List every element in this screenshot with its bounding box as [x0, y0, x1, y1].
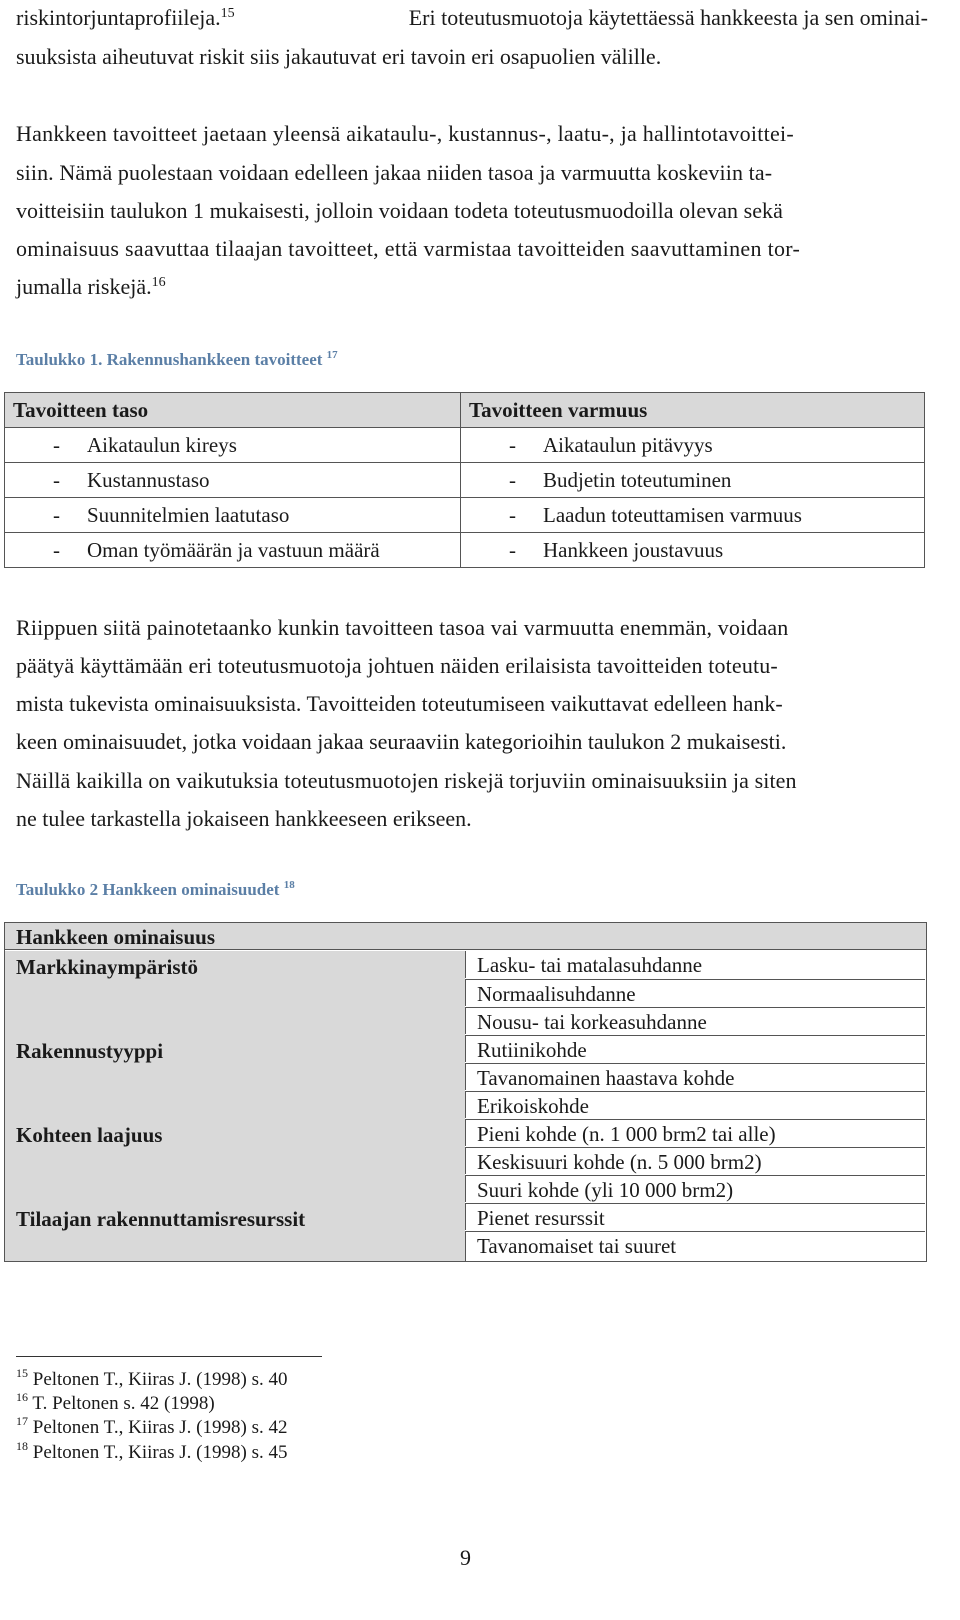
category-label: Markkinaympäristö [16, 955, 199, 979]
paragraph-2-line-1: Hankkeen tavoitteet jaetaan yleensä aikataulu-, kustannus-, laatu-, ja hallintotavoittei- [16, 121, 794, 146]
table-cell: Lasku- tai matalasuhdanne [465, 951, 925, 978]
table-cell: - Hankkeen joustavuus [461, 533, 925, 568]
category-label: Rakennustyyppi [16, 1039, 164, 1063]
table-cell: - Oman työmäärän ja vastuun määrä [5, 533, 461, 568]
table-cell: Tavanomaiset tai suuret [465, 1231, 925, 1261]
table-cell: - Aikataulun kireys [5, 428, 461, 463]
table-header-cell: Tavoitteen varmuus [461, 393, 925, 428]
table-cell: Suuri kohde (yli 10 000 brm2) [465, 1175, 925, 1202]
category-label: Tilaajan rakennuttamisresurssit [16, 1207, 306, 1231]
paragraph-3-line-4: keen ominaisuudet, jotka voidaan jakaa seuraaviin kategorioihin taulukon 2 mukaisesti. [16, 729, 787, 754]
table-row [5, 463, 925, 498]
table-cell: Nousu- tai korkeasuhdanne [465, 1007, 925, 1034]
footnote-ref: 15 [220, 6, 235, 21]
table-cell: Rutiinikohde [465, 1035, 925, 1062]
page-number: 9 [460, 1545, 471, 1570]
paragraph-3-line-1: Riippuen siitä painotetaanko kunkin tavoitteen tasoa vai varmuutta enemmän, voidaan [16, 615, 789, 640]
paragraph-3-line-5: Näillä kaikilla on vaikutuksia toteutusmuotojen riskejä torjuviin ominaisuuksiin ja siten [16, 768, 797, 793]
table-2-caption: Taulukko 2 Hankkeen ominaisuudet $^{18}$ [16, 879, 295, 899]
paragraph-3-line-2: päätyä käyttämään eri toteutusmuotoja johtuen näiden erilaisista tavoitteiden toteutu- [16, 653, 778, 678]
footnote: $^{18}$ Peltonen T., Kiiras J. (1998) s. 45 [16, 1439, 288, 1463]
table-header-cell: Hankkeen ominaisuus [5, 923, 926, 950]
table-cell: Tavanomainen haastava kohde [465, 1063, 925, 1090]
paragraph-3-line-6: ne tulee tarkastella jokaiseen hankkeeseen erikseen. [16, 806, 472, 831]
footnote-divider [16, 1356, 322, 1357]
category-label: Kohteen laajuus [16, 1123, 163, 1147]
table-cell: Normaalisuhdanne [465, 979, 925, 1006]
paragraph-1-line-2: suuksista aiheutuvat riskit siis jakautuvat eri tavoin eri osapuolien välille. [16, 44, 662, 69]
table-cell: Pieni kohde (n. 1 000 brm2 tai alle) [465, 1119, 925, 1146]
footnote: $^{15}$ Peltonen T., Kiiras J. (1998) s. 40 [16, 1366, 288, 1390]
table-cell: - Aikataulun pitävyys [461, 428, 925, 463]
paragraph-3-line-3: mista tukevista ominaisuuksista. Tavoitteiden toteutumiseen vaikuttavat edelleen hank- [16, 691, 783, 716]
table-row [5, 533, 925, 568]
paragraph-2-line-2: siin. Nämä puolestaan voidaan edelleen jakaa niiden tasoa ja varmuutta koskeviin ta- [16, 160, 773, 185]
table-cell: - Laadun toteuttamisen varmuus [461, 498, 925, 533]
table-2 [4, 922, 927, 1262]
table-1 [4, 392, 925, 568]
footnote-ref: 16 [151, 275, 166, 290]
footnote: $^{17}$ Peltonen T., Kiiras J. (1998) s. 42 [16, 1414, 288, 1438]
table-row [5, 428, 925, 463]
table-header-cell: Tavoitteen taso [5, 393, 461, 428]
paragraph-2-line-4: ominaisuus saavuttaa tilaajan tavoitteet, että varmistaa tavoitteiden saavuttaminen tor- [16, 236, 801, 261]
footnote: $^{16}$ T. Peltonen s. 42 (1998) [16, 1390, 215, 1414]
paragraph-2-line-5: jumalla riskejä.$^{16}$ [16, 274, 166, 299]
table-row [5, 498, 925, 533]
table-cell: Erikoiskohde [465, 1091, 925, 1118]
table-2-category-column [5, 951, 465, 1261]
table-header-row [5, 393, 925, 428]
table-cell: - Kustannustaso [5, 463, 461, 498]
table-1-caption: Taulukko 1. Rakennushankkeen tavoitteet $^{17}$ [16, 349, 338, 369]
table-cell: Pienet resurssit [465, 1203, 925, 1230]
paragraph-2-line-3: voitteisiin taulukon 1 mukaisesti, jolloin voidaan todeta toteutusmuodoilla olevan sekä [16, 198, 783, 223]
table-cell: - Suunnitelmien laatutaso [5, 498, 461, 533]
paragraph-1-line-1: riskintorjuntaprofiileja.$^{15}$ Eri toteutusmuotoja käytettäessä hankkeesta ja sen ominai- [16, 5, 928, 30]
table-cell: Keskisuuri kohde (n. 5 000 brm2) [465, 1147, 925, 1174]
table-cell: - Budjetin toteutuminen [461, 463, 925, 498]
